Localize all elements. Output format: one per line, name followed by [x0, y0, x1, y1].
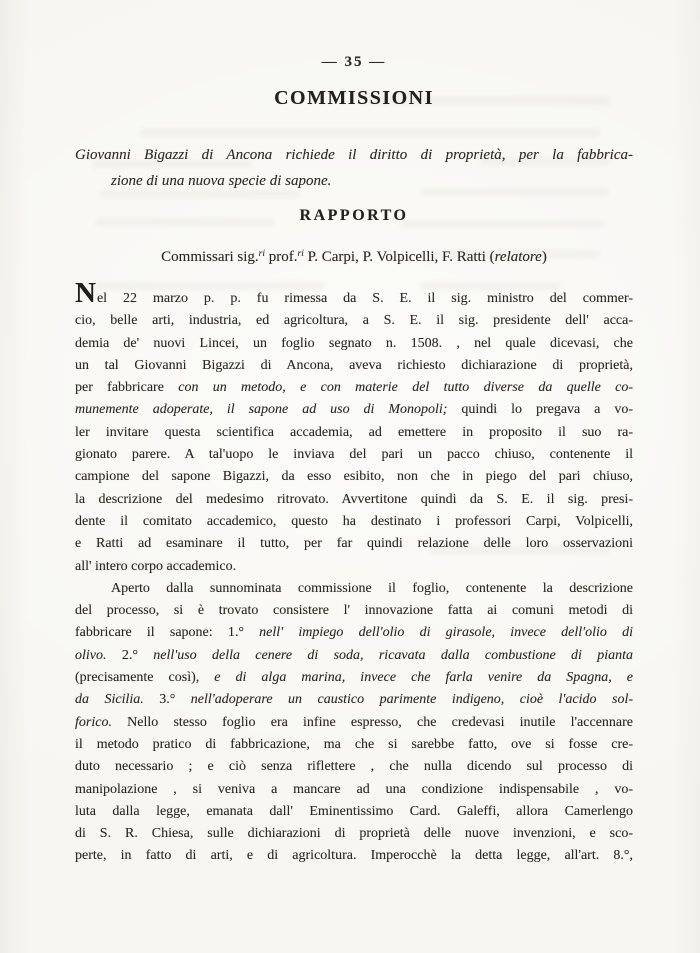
text-segment: ri [297, 249, 304, 259]
text-segment: da Sicilia. [75, 692, 144, 708]
text-segment: nell'adoperare un caustico parimente indigeno, cioè l'acido sol- [190, 692, 633, 708]
initial-capital: N [75, 277, 97, 309]
text-segment: Aperto dalla sunnominata commissione il foglio, contenente la descrizione [111, 580, 633, 596]
text-segment: ) [541, 249, 547, 265]
text-segment: prof. [265, 249, 298, 265]
text-segment: munemente adoperate, il sapone ad uso di Monopoli; [75, 402, 448, 418]
text-line [75, 645, 633, 667]
text-segment: el 22 marzo p. p. fu rimessa da S. E. il sig. ministro del commer- [96, 291, 633, 306]
text-segment: un tal Giovanni Bigazzi di Ancona, aveva richiesto dichiarazione di proprietà, [75, 357, 633, 373]
text-line [75, 600, 633, 622]
text-segment: la descrizione del medesimo ritrovato. Avvertitone quindi da S. E. il sig. presi- [75, 491, 633, 507]
text-segment: nell' impiego dell'olio di girasole, invece dell'olio di [259, 625, 634, 641]
text-segment: forico. [75, 714, 112, 730]
text-line [75, 779, 633, 801]
text-segment: gionato parere. A tal'uopo le inviava del pari un pacco chiuso, contenente il [75, 447, 633, 463]
text-line [75, 689, 633, 711]
petition-heading [75, 142, 633, 194]
text-segment: fabbricare il sapone: 1.° [75, 625, 260, 641]
text-segment: Commissari sig. [161, 249, 259, 265]
text-segment: P. Carpi, P. Volpicelli, F. Ratti ( [303, 249, 495, 265]
text-line [75, 667, 633, 689]
text-segment: manipolazione , si veniva a mancare ad una condizione indispensabile , vo- [75, 781, 633, 797]
text-line [75, 845, 633, 867]
text-segment: 3.° [143, 692, 191, 708]
text-segment: per fabbricare [75, 380, 179, 396]
report-title: RAPPORTO [299, 207, 409, 224]
text-line [75, 444, 633, 466]
text-line [75, 489, 633, 511]
text-segment: luta dalla legge, emanata dall' Eminentissimo Card. Galeffi, allora Camerlengo [75, 803, 633, 819]
text-line [75, 533, 633, 555]
body-text [75, 277, 634, 868]
text-segment: olivo. [75, 647, 107, 663]
text-line [75, 333, 633, 355]
text-line [75, 399, 633, 421]
text-line [75, 422, 633, 444]
text-segment: Giovanni Bigazzi di Ancona richiede il diritto di proprietà, per la fabbrica- [75, 147, 633, 163]
text-segment: dente il comitato accademico, questo ha destinato i professori Carpi, Volpicelli, [75, 513, 633, 529]
text-line [75, 556, 633, 578]
commissari-line [75, 249, 633, 266]
text-line [75, 578, 633, 600]
text-line [75, 734, 633, 756]
text-line [75, 712, 633, 734]
text-segment: di S. R. Chiesa, sulle dichiarazioni di proprietà delle nuove invenzioni, e sco- [75, 826, 633, 842]
text-segment: 2.° [106, 647, 154, 663]
text-line [75, 310, 633, 332]
text-segment: all' intero corpo accademico. [75, 558, 237, 574]
text-line [75, 466, 633, 488]
text-line [75, 142, 633, 168]
text-segment: del processo, si è trovato consistere l' innovazione fatta ai comuni metodi di [75, 603, 633, 619]
text-segment: nell'uso della cenere di soda, ricavata dalla combustione di pianta [153, 647, 633, 663]
text-line [75, 355, 633, 377]
text-line [75, 249, 633, 266]
text-line [75, 823, 633, 845]
section-title: COMMISSIONI [274, 87, 434, 109]
text-line [75, 377, 633, 399]
text-segment: e di alga marina, invece che farla venire da Spagna, e [214, 670, 634, 686]
page-number: — 35 — [321, 54, 387, 70]
text-line [75, 801, 633, 823]
text-segment: con un metodo, e con materie del tutto diverse da quelle co- [178, 380, 634, 396]
text-line [75, 622, 633, 644]
text-segment: campione del sapone Bigazzi, da esso esibito, non che in piego del pari chiuso, [75, 469, 633, 485]
text-segment: quindi lo pregava a vo- [447, 402, 633, 418]
text-segment: Nello stesso foglio era infine espresso, che credevasi inutile l'accennare [111, 714, 633, 730]
text-segment: perte, in fatto di arti, e di agricoltura. Imperocchè la detta legge, all'art. 8.°, [75, 848, 633, 864]
text-segment: duto necessario ; e ciò senza riflettere , che nulla dicendo sul processo di [75, 759, 633, 775]
text-line [75, 756, 633, 778]
text-segment: demia de' nuovi Lincei, un foglio segnato n. 1508. , nel quale dicevasi, che [75, 335, 633, 351]
text-line [75, 277, 633, 310]
text-segment: cio, belle arti, industria, ed agricoltura, a S. E. il sig. presidente dell' acca- [75, 313, 633, 329]
bleedthrough-artifact [140, 128, 600, 137]
text-line [75, 511, 633, 533]
text-segment: il metodo pratico di fabbricazione, ma che si sarebbe fatto, ove si fosse cre- [75, 736, 633, 752]
text-line [75, 168, 633, 194]
text-segment: ler invitare questa scientifica accademia, ad emettere in proposito il suo ra- [75, 424, 633, 440]
text-segment: (precisamente così), [75, 670, 215, 686]
text-segment: relatore [494, 249, 542, 265]
text-segment: e Ratti ad esaminare il tutto, per far quindi relazione delle loro osservazioni [75, 536, 633, 552]
text-segment: ri [258, 249, 265, 259]
text-segment: zione di una nuova specie di sapone. [111, 173, 332, 189]
